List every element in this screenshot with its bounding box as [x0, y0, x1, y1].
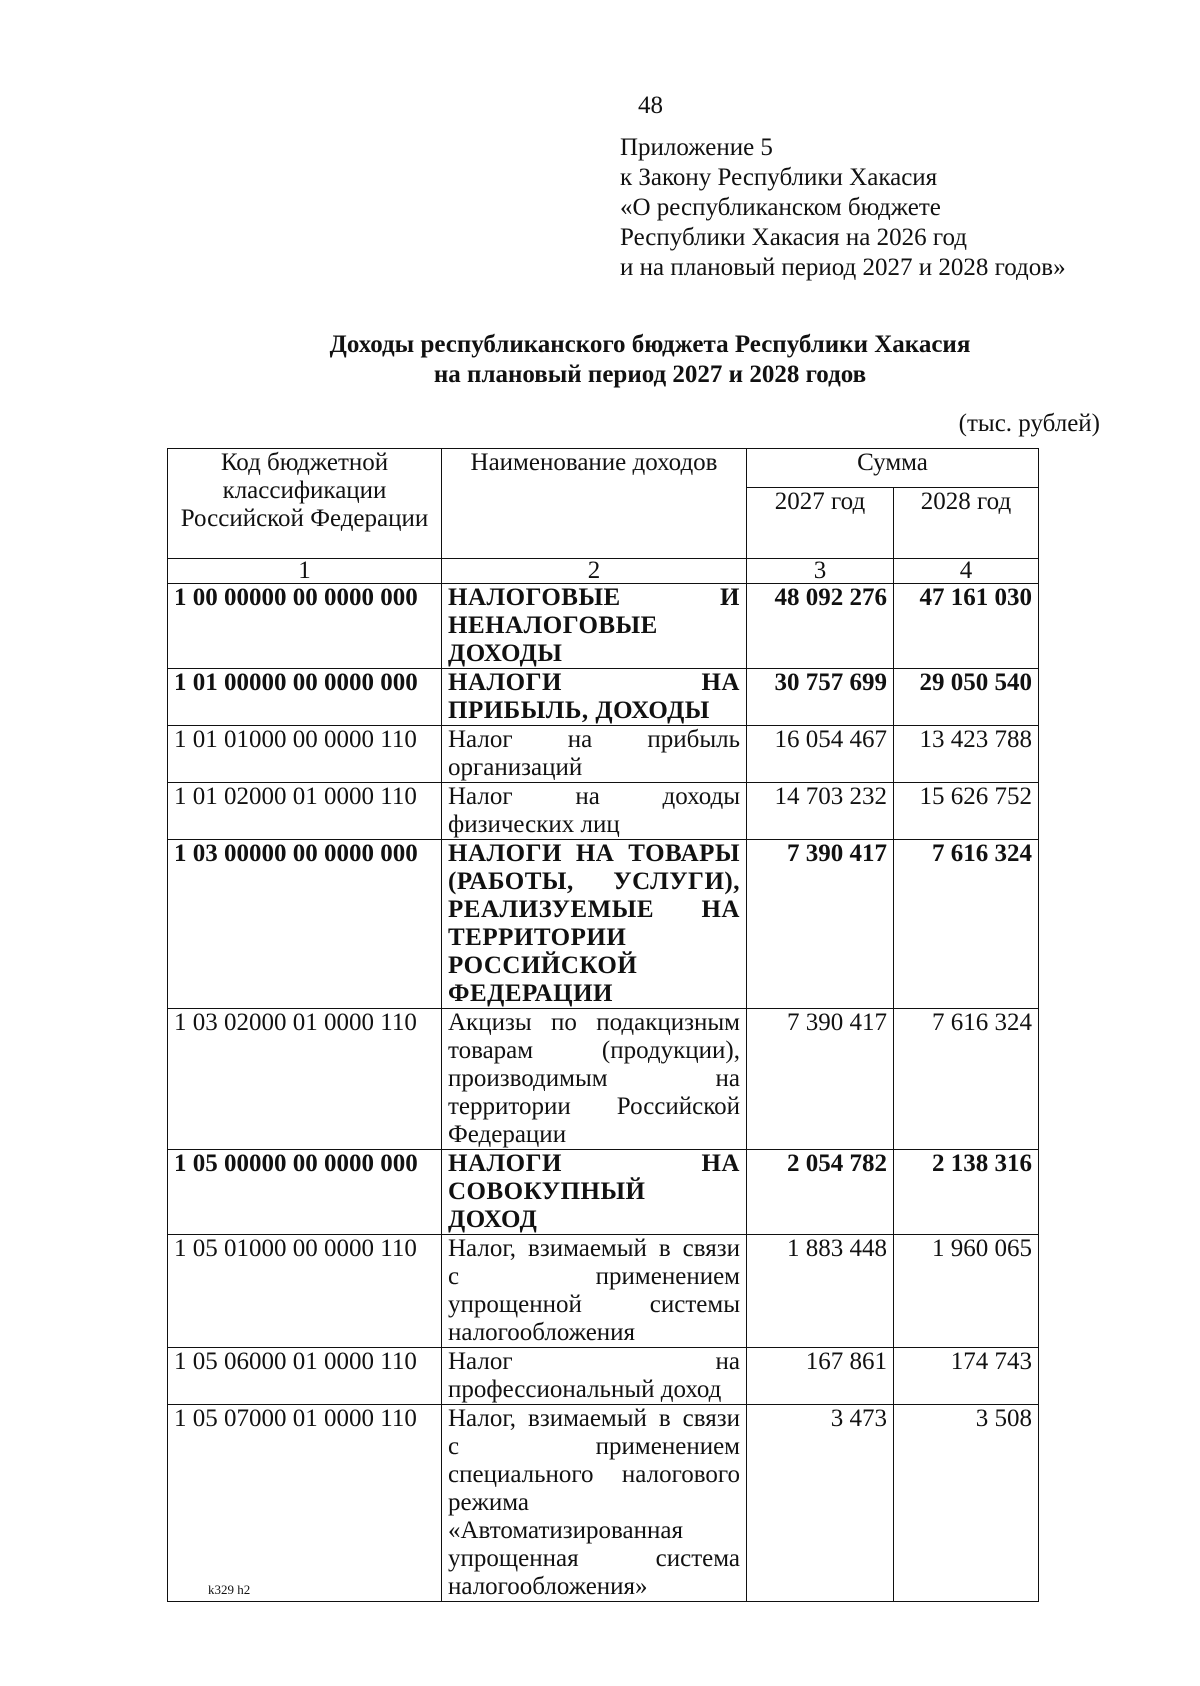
name-cell: Налог, взимаемый в связи с применением упрощенной системы налогообложения: [442, 1235, 747, 1348]
table-body: [168, 584, 1039, 1602]
income-table: [167, 448, 1039, 1602]
column-number: 2: [442, 559, 747, 584]
name-cell: Акцизы по подакцизным товарам (продукции), производимым на территории Российской Федерации: [442, 1009, 747, 1150]
appendix-block: [620, 133, 1066, 283]
code-cell: 1 01 01000 00 0000 110: [168, 726, 442, 783]
value-2028-cell: 7 616 324: [894, 840, 1039, 1009]
name-cell: НАЛОГИ НА ТОВАРЫ (РАБОТЫ, УСЛУГИ), РЕАЛИЗУЕМЫЕ НА ТЕРРИТОРИИ РОССИЙСКОЙ ФЕДЕРАЦИИ: [442, 840, 747, 1009]
title-line-2: на плановый период 2027 и 2028 годов: [433, 361, 867, 388]
column-number: 4: [894, 559, 1039, 584]
table-row: [168, 726, 1039, 783]
column-number: 1: [168, 559, 442, 584]
name-cell: Налог на доходы физических лиц: [442, 783, 747, 840]
header-sum: Сумма: [747, 449, 1039, 488]
table-row: [168, 840, 1039, 1009]
code-cell: 1 01 00000 00 0000 000: [168, 669, 442, 726]
header-name: Наименование доходов: [442, 449, 747, 559]
value-2028-cell: 15 626 752: [894, 783, 1039, 840]
value-2028-cell: 2 138 316: [894, 1150, 1039, 1235]
header-year-2027: 2027 год: [747, 488, 894, 559]
value-2028-cell: 47 161 030: [894, 584, 1039, 669]
value-2027-cell: 16 054 467: [747, 726, 894, 783]
value-2027-cell: 14 703 232: [747, 783, 894, 840]
table-row: [168, 783, 1039, 840]
table-row: [168, 1150, 1039, 1235]
appendix-line: Республики Хакасия на 2026 год: [620, 224, 968, 251]
header-code: Код бюджетной классификации Российской Федерации: [168, 449, 442, 559]
appendix-line: и на плановый период 2027 и 2028 годов»: [620, 254, 1066, 281]
value-2027-cell: 48 092 276: [747, 584, 894, 669]
value-2027-cell: 3 473: [747, 1405, 894, 1602]
value-2028-cell: 1 960 065: [894, 1235, 1039, 1348]
value-2028-cell: 13 423 788: [894, 726, 1039, 783]
table-row: [168, 1235, 1039, 1348]
table-row: [168, 584, 1039, 669]
code-cell: 1 05 01000 00 0000 110: [168, 1235, 442, 1348]
title-line-1: Доходы республиканского бюджета Республики Хакасия: [329, 331, 971, 358]
code-cell: 1 03 02000 01 0000 110: [168, 1009, 442, 1150]
code-cell: 1 05 06000 01 0000 110: [168, 1348, 442, 1405]
column-number: 3: [747, 559, 894, 584]
appendix-line: «О республиканском бюджете: [620, 194, 941, 221]
value-2027-cell: 30 757 699: [747, 669, 894, 726]
name-cell: Налог на прибыль организаций: [442, 726, 747, 783]
value-2027-cell: 7 390 417: [747, 1009, 894, 1150]
name-cell: НАЛОГИ НА СОВОКУПНЫЙ ДОХОД: [442, 1150, 747, 1235]
value-2028-cell: 174 743: [894, 1348, 1039, 1405]
table-row: [168, 669, 1039, 726]
name-cell: НАЛОГИ НА ПРИБЫЛЬ, ДОХОДЫ: [442, 669, 747, 726]
name-cell: Налог на профессиональный доход: [442, 1348, 747, 1405]
table-row: [168, 1348, 1039, 1405]
code-cell: 1 05 07000 01 0000 110: [168, 1405, 442, 1602]
value-2027-cell: 167 861: [747, 1348, 894, 1405]
code-cell: 1 01 02000 01 0000 110: [168, 783, 442, 840]
header-year-2028: 2028 год: [894, 488, 1039, 559]
code-cell: 1 00 00000 00 0000 000: [168, 584, 442, 669]
document-title: [160, 330, 1140, 390]
value-2028-cell: 7 616 324: [894, 1009, 1039, 1150]
table-row: [168, 1009, 1039, 1150]
footer-code: k329 h2: [208, 1582, 251, 1597]
value-2027-cell: 2 054 782: [747, 1150, 894, 1235]
appendix-line: Приложение 5: [620, 134, 773, 161]
units-label: (тыс. рублей): [958, 410, 1100, 437]
value-2027-cell: 7 390 417: [747, 840, 894, 1009]
appendix-line: к Закону Республики Хакасия: [620, 164, 938, 191]
page-number: 48: [638, 92, 663, 119]
value-2028-cell: 29 050 540: [894, 669, 1039, 726]
name-cell: НАЛОГОВЫЕ И НЕНАЛОГОВЫЕ ДОХОДЫ: [442, 584, 747, 669]
code-cell: 1 05 00000 00 0000 000: [168, 1150, 442, 1235]
value-2028-cell: 3 508: [894, 1405, 1039, 1602]
table-row: [168, 1405, 1039, 1602]
name-cell: Налог, взимаемый в связи с применением специального налогового режима «Автоматизированная упрощенная система налогообложения»: [442, 1405, 747, 1602]
code-cell: 1 03 00000 00 0000 000: [168, 840, 442, 1009]
value-2027-cell: 1 883 448: [747, 1235, 894, 1348]
